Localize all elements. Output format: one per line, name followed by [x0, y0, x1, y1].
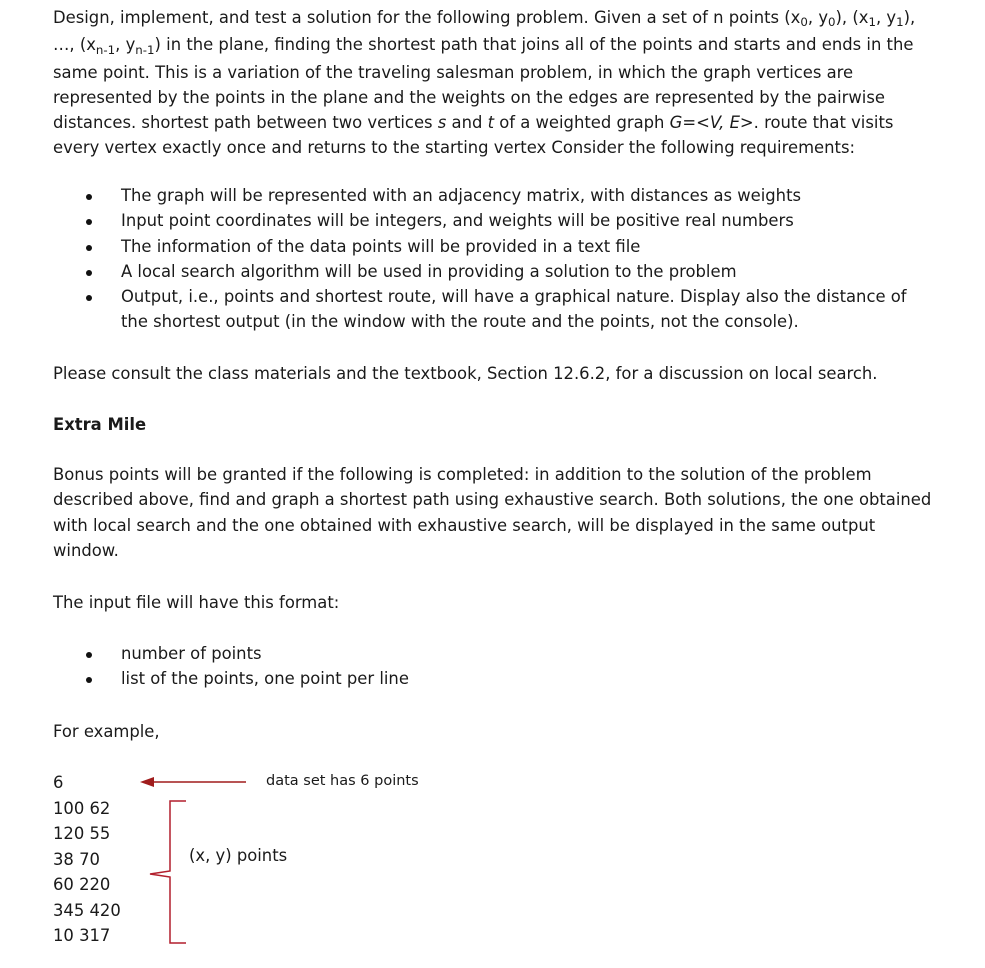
bullet-icon	[86, 245, 92, 251]
bullet-icon	[86, 295, 92, 301]
consult-paragraph: Please consult the class materials and the textbook, Section 12.6.2, for a discussion on local search.	[53, 364, 878, 383]
input-format-intro: The input file will have this format:	[53, 593, 340, 612]
list-item: list of the points, one point per line	[53, 666, 933, 691]
format-list	[53, 641, 933, 692]
example-point: 120 55	[53, 824, 111, 843]
intro-paragraph: Design, implement, and test a solution for the following problem. Given a set of n points ($x_0$, $y_0$), ($x_1$, $y_1$), …, ($x_{n-1}$, $y_{n-1}$) in the plane, finding the shortest path that joins all of the points and starts and ends in the same point. This is a variation of the traveling salesman problem, in which the graph vertices are represented by the points in the plane and the weights on the edges are represented by the pairwise distances. shortest path between two vertices s and t of a weighted graph G=<V, E>. route that visits every vertex exactly once and returns to the starting vertex Consider the following requirements:	[53, 8, 916, 158]
list-item: Output, i.e., points and shortest route, will have a graphical nature. Display also the distance of the shortest output (in the window with the route and the points, not the console).	[53, 284, 933, 335]
list-item: A local search algorithm will be used in providing a solution to the problem	[53, 259, 933, 284]
arrow-left-icon	[138, 774, 250, 790]
example-point: 60 220	[53, 875, 111, 894]
example-data	[53, 770, 121, 949]
points-annotation: (x, y) points	[189, 846, 288, 865]
brace-icon	[146, 798, 188, 946]
for-example-label: For example,	[53, 722, 160, 741]
bullet-icon	[86, 652, 92, 658]
requirements-list	[53, 183, 933, 335]
example-point: 100 62	[53, 798, 111, 818]
bullet-icon	[86, 677, 92, 683]
list-item: number of points	[53, 641, 933, 666]
list-item: Input point coordinates will be integers, and weights will be positive real numbers	[53, 208, 933, 233]
list-item: The graph will be represented with an adjacency matrix, with distances as weights	[53, 183, 933, 208]
count-annotation: data set has 6 points	[266, 773, 419, 789]
bonus-paragraph: Bonus points will be granted if the following is completed: in addition to the solution of the problem described above, find and graph a shortest path using exhaustive search. Both solutions, the one obtained with local search and the one obtained with exhaustive search, will be displayed in the same output window.	[53, 465, 932, 560]
bullet-icon	[86, 270, 92, 276]
extra-mile-heading: Extra Mile	[53, 415, 147, 434]
bullet-icon	[86, 194, 92, 200]
bullet-icon	[86, 219, 92, 225]
list-item: The information of the data points will be provided in a text file	[53, 234, 933, 259]
example-point: 10 317	[53, 926, 111, 945]
example-count: 6	[53, 773, 64, 792]
example-point: 38 70	[53, 849, 100, 869]
example-point: 345 420	[53, 900, 121, 920]
